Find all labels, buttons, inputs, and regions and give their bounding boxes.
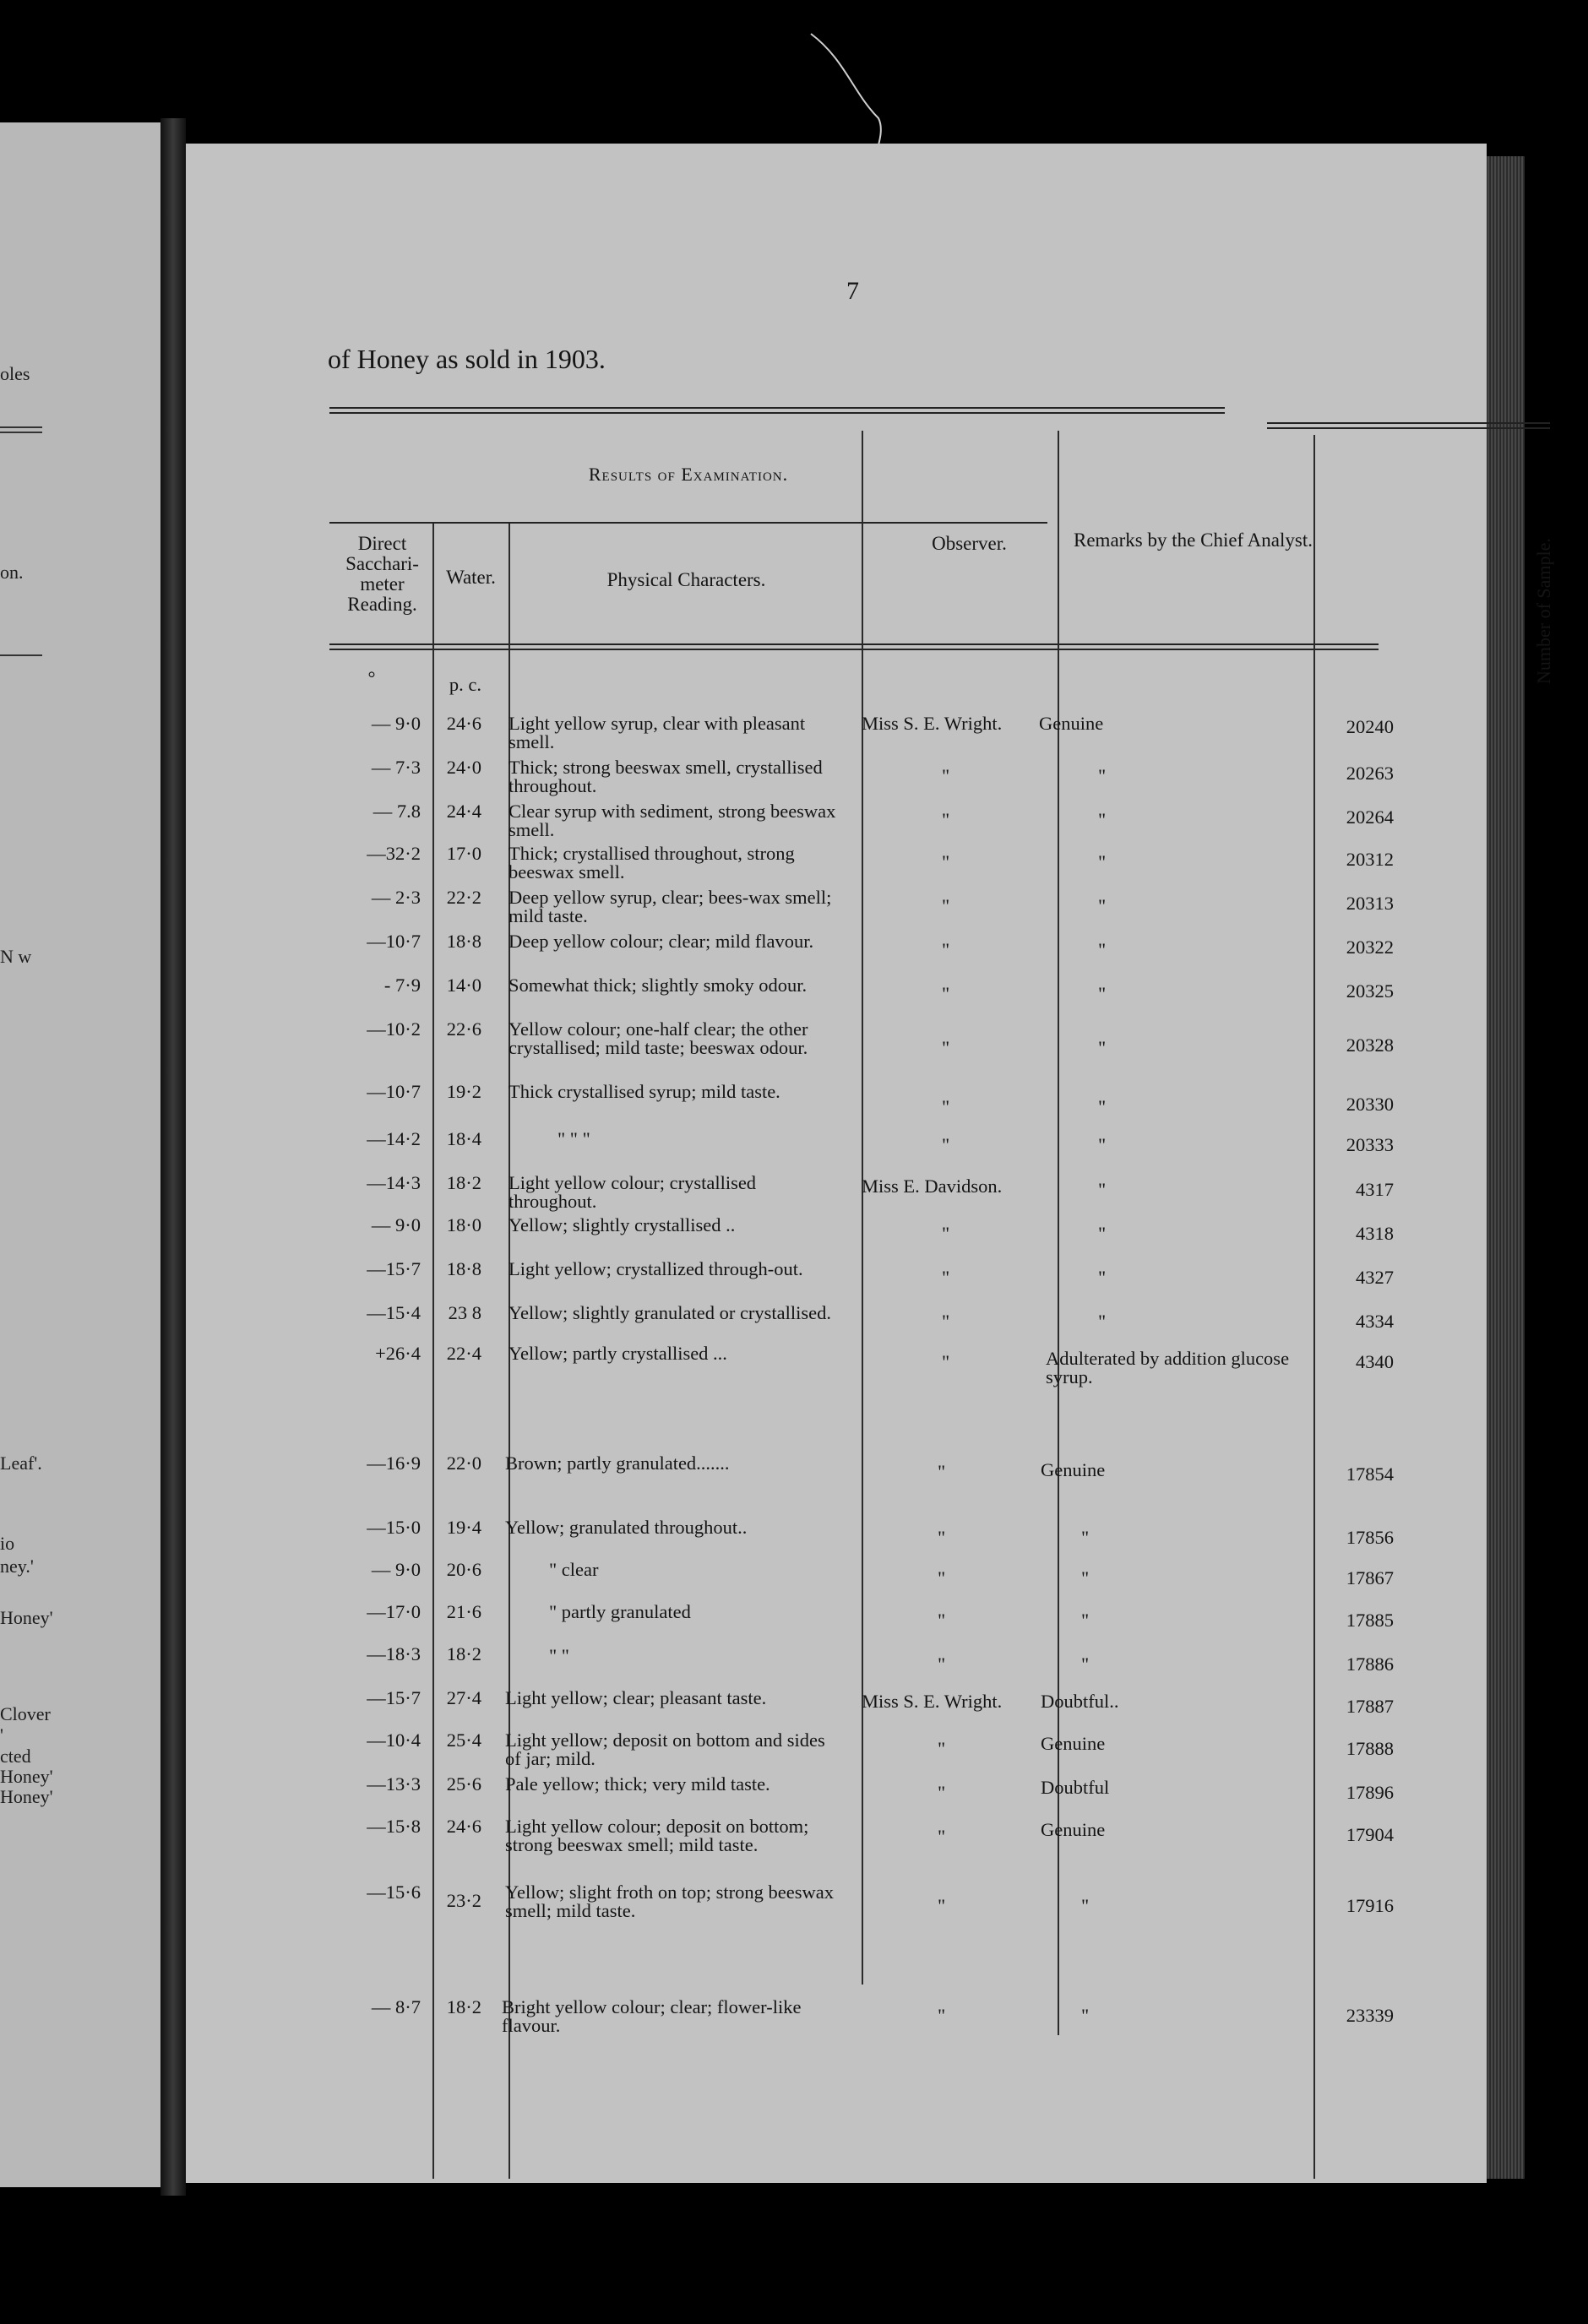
cell-sample-number: 17904 — [1346, 1824, 1394, 1845]
cell-remarks: " — [1081, 1610, 1090, 1631]
cell-sample-number: 20330 — [1346, 1094, 1394, 1115]
cell-physical: Somewhat thick; slightly smoky odour. — [508, 975, 808, 996]
cell-sample-number: 17885 — [1346, 1610, 1394, 1631]
cell-remarks: " — [1081, 1527, 1090, 1548]
cell-remarks: " — [1098, 1037, 1107, 1058]
cell-remarks: " — [1098, 851, 1107, 872]
cell-physical: Light yellow colour; crystallised throughout. — [508, 1172, 757, 1212]
cell-direct: — 7·3 — [371, 757, 421, 778]
cell-physical: Thick; crystallised throughout, strong beeswax smell. — [508, 843, 795, 882]
cell-direct: —10·2 — [367, 1018, 421, 1040]
cell-sample-number: 20313 — [1346, 893, 1394, 914]
cell-sample-number: 20264 — [1346, 806, 1394, 828]
cell-direct: —17·0 — [367, 1601, 421, 1622]
unit-direct: ° — [367, 667, 376, 688]
cell-direct: —15·8 — [367, 1816, 421, 1837]
cell-water: 23·2 — [446, 1890, 481, 1911]
facing-page-fragment: io — [0, 1533, 15, 1554]
facing-page-rule — [0, 654, 42, 656]
cell-sample-number: 20240 — [1346, 716, 1394, 737]
cell-remarks: " — [1098, 895, 1107, 916]
cell-remarks: " — [1098, 765, 1107, 786]
col-header-observer: Observer. — [932, 533, 1007, 554]
cell-physical: Light yellow colour; deposit on bottom; strong beeswax smell; mild taste. — [505, 1816, 809, 1855]
cell-observer: " — [938, 1461, 946, 1482]
cell-observer: " — [938, 2005, 946, 2026]
cell-direct: — 7.8 — [373, 801, 421, 822]
facing-page-fragment: Leaf'. — [0, 1452, 42, 1474]
unit-water: p. c. — [449, 674, 481, 695]
cell-sample-number: 4317 — [1356, 1179, 1394, 1200]
cell-observer: " — [942, 809, 950, 830]
facing-page-fragment: Honey' — [0, 1786, 53, 1807]
cell-direct: - 7·9 — [383, 975, 421, 996]
cell-sample-number: 4340 — [1356, 1351, 1394, 1372]
cell-observer: " — [942, 939, 950, 960]
cell-water: 19·4 — [446, 1517, 481, 1538]
cell-physical: Yellow; slight froth on top; strong beeswax smell; mild taste. — [505, 1881, 834, 1921]
cell-observer: Miss S. E. Wright. — [862, 1691, 1003, 1712]
facing-page-fragment: ' — [0, 1724, 3, 1746]
cell-physical: " clear — [549, 1559, 599, 1580]
cell-observer: " — [942, 1351, 950, 1372]
cell-direct: —15·7 — [367, 1258, 421, 1279]
cell-direct: +26·4 — [375, 1343, 421, 1364]
cell-remarks: Genuine — [1041, 1459, 1106, 1480]
book-gutter — [160, 118, 186, 2196]
facing-page-rule — [0, 426, 42, 428]
header-bottom-rule — [329, 649, 1379, 650]
cell-direct: — 9·0 — [371, 1559, 421, 1580]
cell-direct: —16·9 — [367, 1452, 421, 1474]
cell-physical: Yellow; granulated throughout.. — [505, 1517, 748, 1538]
cell-water: 18·2 — [446, 1643, 481, 1664]
cell-observer: Miss E. Davidson. — [862, 1176, 1003, 1197]
cell-water: 18·2 — [446, 1996, 481, 2017]
cell-observer: " — [942, 983, 950, 1004]
cell-remarks: " — [1098, 1311, 1107, 1332]
cell-physical: Light yellow syrup, clear with pleasant smell. — [508, 713, 806, 752]
top-rule — [329, 407, 1225, 409]
cell-physical: Yellow colour; one-half clear; the other crystallised; mild taste; beeswax odour. — [508, 1018, 808, 1058]
facing-page-fragment: oles — [0, 363, 30, 384]
cell-remarks: " — [1098, 1267, 1107, 1288]
facing-page-fragment: ney.' — [0, 1556, 34, 1577]
facing-page-fragment: on. — [0, 562, 24, 583]
cell-physical: Pale yellow; thick; very mild taste. — [505, 1773, 770, 1795]
cell-observer: " — [942, 895, 950, 916]
cell-sample-number: 20312 — [1346, 849, 1394, 870]
cell-direct: —10·7 — [367, 931, 421, 952]
cell-water: 25·4 — [446, 1729, 481, 1751]
cell-observer: " — [942, 1037, 950, 1058]
cell-observer: " — [938, 1826, 946, 1847]
cell-remarks: " — [1098, 983, 1107, 1004]
cell-physical: Yellow; slightly granulated or crystallised. — [508, 1302, 832, 1323]
cell-physical: Deep yellow syrup, clear; bees-wax smell; mild taste. — [508, 887, 832, 926]
cell-observer: " — [938, 1738, 946, 1759]
cell-remarks: Genuine — [1039, 713, 1104, 734]
cell-remarks: " — [1081, 1653, 1090, 1675]
cell-physical: Bright yellow colour; clear; flower-like flavour. — [502, 1996, 802, 2036]
cell-sample-number: 17867 — [1346, 1567, 1394, 1588]
cell-direct: —14·2 — [367, 1128, 421, 1149]
cell-direct: —15·7 — [367, 1687, 421, 1708]
top-rule — [1267, 427, 1550, 429]
cell-direct: —15·0 — [367, 1517, 421, 1538]
col-header-remarks: Remarks by the Chief Analyst. — [1074, 529, 1313, 551]
cell-water: 18·0 — [446, 1214, 481, 1235]
cell-sample-number: 4318 — [1356, 1223, 1394, 1244]
cell-observer: " — [938, 1895, 946, 1916]
cell-sample-number: 17856 — [1346, 1527, 1394, 1548]
facing-page-fragment: Honey' — [0, 1607, 53, 1628]
cell-observer: " — [942, 1267, 950, 1288]
cell-direct: —32·2 — [367, 843, 421, 864]
cell-direct: —13·3 — [367, 1773, 421, 1795]
document-page — [186, 144, 1554, 2183]
cell-sample-number: 4327 — [1356, 1267, 1394, 1288]
page-edges — [1487, 156, 1525, 2179]
cell-water: 24·6 — [446, 713, 481, 734]
page-heading: of Honey as sold in 1903. — [328, 344, 606, 374]
facing-page-fragment: cted — [0, 1746, 31, 1767]
cell-observer: " — [938, 1653, 946, 1675]
facing-page-fragment: Honey' — [0, 1766, 53, 1787]
cell-sample-number: 20263 — [1346, 763, 1394, 784]
top-rule — [1267, 422, 1550, 424]
cell-sample-number: 20328 — [1346, 1034, 1394, 1056]
cell-remarks: Doubtful.. — [1041, 1691, 1119, 1712]
cell-water: 22·2 — [446, 887, 481, 908]
cell-remarks: " — [1098, 1179, 1107, 1200]
cell-remarks: Genuine — [1041, 1819, 1106, 1840]
cell-water: 18·4 — [446, 1128, 481, 1149]
cell-direct: —14·3 — [367, 1172, 421, 1193]
cell-remarks: " — [1098, 939, 1107, 960]
col-header-physical: Physical Characters. — [606, 569, 766, 590]
cell-water: 18·8 — [446, 1258, 481, 1279]
cell-observer: " — [942, 851, 950, 872]
header-rule — [329, 522, 1047, 524]
cell-direct: — 8·7 — [371, 1996, 421, 2017]
cell-sample-number: 17854 — [1346, 1463, 1394, 1485]
cell-sample-number: 20322 — [1346, 937, 1394, 958]
cell-sample-number: 20333 — [1346, 1134, 1394, 1155]
cell-physical: " partly granulated — [549, 1601, 691, 1622]
cell-remarks: Adulterated by addition glucose syrup. — [1046, 1348, 1290, 1387]
cell-physical: Thick; strong beeswax smell, crystallised throughout. — [508, 757, 823, 796]
cell-water: 24·0 — [446, 757, 481, 778]
column-divider — [862, 431, 863, 1985]
cell-physical: Brown; partly granulated....... — [505, 1452, 730, 1474]
cell-water: 24·4 — [446, 801, 481, 822]
cell-observer: " — [938, 1782, 946, 1803]
facing-page-rule — [0, 432, 42, 433]
cell-remarks: " — [1098, 1223, 1107, 1244]
cell-observer: " — [938, 1610, 946, 1631]
cell-water: 14·0 — [446, 975, 481, 996]
cell-water: 23 8 — [448, 1302, 481, 1323]
cell-water: 21·6 — [446, 1601, 481, 1622]
cell-physical: Yellow; slightly crystallised .. — [508, 1214, 736, 1235]
cell-sample-number: 23339 — [1346, 2005, 1394, 2026]
results-group-header: Results of Examination. — [588, 464, 789, 485]
top-rule — [329, 412, 1225, 414]
cell-sample-number: 4334 — [1356, 1311, 1394, 1332]
cell-physical: Light yellow; clear; pleasant taste. — [505, 1687, 767, 1708]
cell-physical: " " — [549, 1645, 569, 1666]
cell-physical: " " " — [557, 1128, 590, 1149]
cell-direct: — 9·0 — [371, 1214, 421, 1235]
cell-direct: —15·6 — [367, 1881, 421, 1903]
cell-water: 22·4 — [446, 1343, 481, 1364]
cell-observer: " — [942, 1096, 950, 1117]
cell-sample-number: 17888 — [1346, 1738, 1394, 1759]
header-bottom-rule — [329, 643, 1379, 645]
cell-remarks: " — [1098, 1134, 1107, 1155]
page-number: 7 — [846, 277, 859, 305]
cell-remarks: Genuine — [1041, 1733, 1106, 1754]
col-header-direct: Direct Sacchari-meter Reading. — [345, 533, 419, 616]
cell-observer: " — [942, 1223, 950, 1244]
cell-physical: Yellow; partly crystallised ... — [508, 1343, 727, 1364]
cell-direct: —10·7 — [367, 1081, 421, 1102]
cell-water: 25·6 — [446, 1773, 481, 1795]
cell-water: 19·2 — [446, 1081, 481, 1102]
cell-water: 17·0 — [446, 843, 481, 864]
col-header-water: Water. — [446, 567, 496, 588]
cell-direct: —15·4 — [367, 1302, 421, 1323]
cell-sample-number: 17916 — [1346, 1895, 1394, 1916]
cell-observer: " — [938, 1527, 946, 1548]
cell-direct: — 2·3 — [371, 887, 421, 908]
cell-remarks: " — [1081, 1567, 1090, 1588]
cell-water: 20·6 — [446, 1559, 481, 1580]
cell-direct: —18·3 — [367, 1643, 421, 1664]
cell-direct: — 9·0 — [371, 713, 421, 734]
cell-remarks: Doubtful — [1041, 1777, 1110, 1798]
col-header-number: Number of Sample. — [1533, 538, 1554, 684]
cell-sample-number: 17886 — [1346, 1653, 1394, 1675]
cell-physical: Deep yellow colour; clear; mild flavour. — [508, 931, 814, 952]
cell-physical: Clear syrup with sediment, strong beeswax smell. — [508, 801, 836, 840]
cell-remarks: " — [1081, 1895, 1090, 1916]
cell-observer: " — [938, 1567, 946, 1588]
cell-physical: Light yellow; crystallized through-out. — [508, 1258, 803, 1279]
facing-page-fragment: N w — [0, 946, 32, 967]
cell-observer: " — [942, 1134, 950, 1155]
cell-water: 24·6 — [446, 1816, 481, 1837]
cell-observer: Miss S. E. Wright. — [862, 713, 1003, 734]
cell-water: 27·4 — [446, 1687, 481, 1708]
facing-page — [0, 122, 160, 2187]
cell-observer: " — [942, 1311, 950, 1332]
cell-remarks: " — [1098, 1096, 1107, 1117]
cell-physical: Thick crystallised syrup; mild taste. — [508, 1081, 780, 1102]
cell-sample-number: 20325 — [1346, 980, 1394, 1002]
column-divider — [1313, 435, 1315, 2179]
cell-water: 22·6 — [446, 1018, 481, 1040]
cell-water: 22·0 — [446, 1452, 481, 1474]
cell-sample-number: 17887 — [1346, 1696, 1394, 1717]
cell-remarks: " — [1081, 2005, 1090, 2026]
cell-sample-number: 17896 — [1346, 1782, 1394, 1803]
cell-observer: " — [942, 765, 950, 786]
facing-page-fragment: Clover — [0, 1703, 51, 1724]
cell-direct: —10·4 — [367, 1729, 421, 1751]
cell-physical: Light yellow; deposit on bottom and sides of jar; mild. — [505, 1729, 825, 1769]
cell-water: 18·2 — [446, 1172, 481, 1193]
cell-remarks: " — [1098, 809, 1107, 830]
cell-water: 18·8 — [446, 931, 481, 952]
